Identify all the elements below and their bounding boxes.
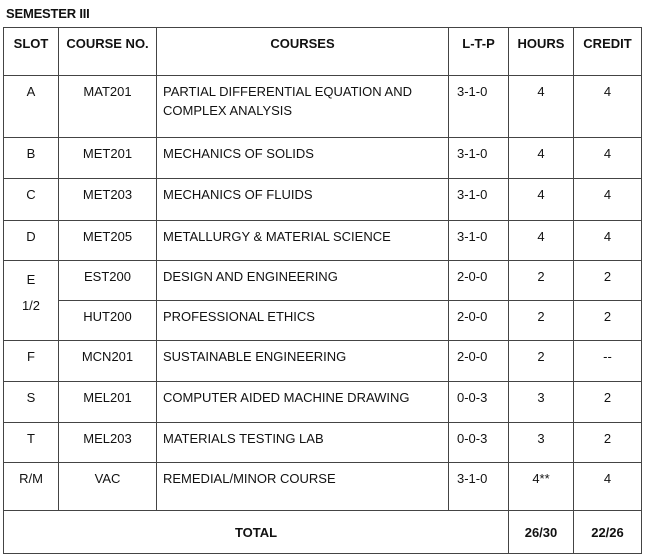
credit-cell: 4: [574, 221, 642, 261]
course-code-cell: MET201: [59, 138, 157, 179]
course-name-cell: COMPUTER AIDED MACHINE DRAWING: [157, 382, 449, 423]
table-row: [4, 138, 642, 179]
hours-cell: 4: [509, 138, 574, 179]
hours-cell: 4: [509, 179, 574, 221]
table-row: [4, 76, 642, 138]
header-hours: HOURS: [509, 28, 574, 76]
credit-cell: 4: [574, 76, 642, 138]
table-row: [4, 179, 642, 221]
course-code-cell: MET205: [59, 221, 157, 261]
header-course-no: COURSE NO.: [59, 28, 157, 76]
credit-cell: --: [574, 341, 642, 382]
course-name-cell: PARTIAL DIFFERENTIAL EQUATION AND COMPLEX ANALYSIS: [157, 76, 449, 138]
credit-cell: 2: [574, 301, 642, 341]
course-code-cell: MEL201: [59, 382, 157, 423]
course-name-cell: METALLURGY & MATERIAL SCIENCE: [157, 221, 449, 261]
ltp-cell: 3-1-0: [449, 463, 509, 511]
course-code-cell: MET203: [59, 179, 157, 221]
credit-cell: 2: [574, 423, 642, 463]
course-name-cell: MECHANICS OF FLUIDS: [157, 179, 449, 221]
hours-cell: 4: [509, 76, 574, 138]
credit-cell: 4: [574, 463, 642, 511]
hours-cell: 2: [509, 261, 574, 301]
total-hours: 26/30: [509, 511, 574, 554]
course-name-cell: MECHANICS OF SOLIDS: [157, 138, 449, 179]
ltp-cell: 3-1-0: [449, 179, 509, 221]
ltp-cell: 3-1-0: [449, 76, 509, 138]
header-courses: COURSES: [157, 28, 449, 76]
slot-cell: S: [4, 382, 59, 423]
course-name-cell: PROFESSIONAL ETHICS: [157, 301, 449, 341]
slot-cell: T: [4, 423, 59, 463]
ltp-cell: 2-0-0: [449, 301, 509, 341]
header-credit: CREDIT: [574, 28, 642, 76]
table-row: [4, 261, 642, 301]
hours-cell: 2: [509, 301, 574, 341]
slot-cell: B: [4, 138, 59, 179]
course-code-cell: VAC: [59, 463, 157, 511]
credit-cell: 2: [574, 261, 642, 301]
course-name-cell: DESIGN AND ENGINEERING: [157, 261, 449, 301]
course-table: [3, 27, 642, 554]
slot-cell: A: [4, 76, 59, 138]
table-row: [4, 341, 642, 382]
hours-cell: 2: [509, 341, 574, 382]
slot-cell: R/M: [4, 463, 59, 511]
ltp-cell: 3-1-0: [449, 221, 509, 261]
course-code-cell: MAT201: [59, 76, 157, 138]
course-code-cell: MEL203: [59, 423, 157, 463]
header-ltp: L-T-P: [449, 28, 509, 76]
ltp-cell: 0-0-3: [449, 423, 509, 463]
credit-cell: 2: [574, 382, 642, 423]
course-code-cell: HUT200: [59, 301, 157, 341]
header-row: [4, 28, 642, 76]
table-row: [4, 301, 642, 341]
course-code-cell: MCN201: [59, 341, 157, 382]
table-row: [4, 463, 642, 511]
course-name-cell: REMEDIAL/MINOR COURSE: [157, 463, 449, 511]
slot-cell: C: [4, 179, 59, 221]
total-credit: 22/26: [574, 511, 642, 554]
course-name-cell: MATERIALS TESTING LAB: [157, 423, 449, 463]
credit-cell: 4: [574, 138, 642, 179]
table-row: [4, 221, 642, 261]
hours-cell: 3: [509, 382, 574, 423]
hours-cell: 3: [509, 423, 574, 463]
total-row: [4, 511, 642, 554]
hours-cell: 4**: [509, 463, 574, 511]
ltp-cell: 3-1-0: [449, 138, 509, 179]
header-slot: SLOT: [4, 28, 59, 76]
slot-cell: F: [4, 341, 59, 382]
table-row: [4, 423, 642, 463]
course-code-cell: EST200: [59, 261, 157, 301]
semester-title: SEMESTER III: [6, 6, 90, 21]
hours-cell: 4: [509, 221, 574, 261]
slot-cell: D: [4, 221, 59, 261]
ltp-cell: 2-0-0: [449, 341, 509, 382]
credit-cell: 4: [574, 179, 642, 221]
slot-cell: E 1/2: [4, 261, 59, 341]
total-label: TOTAL: [4, 511, 509, 554]
table-row: [4, 382, 642, 423]
ltp-cell: 2-0-0: [449, 261, 509, 301]
course-name-cell: SUSTAINABLE ENGINEERING: [157, 341, 449, 382]
ltp-cell: 0-0-3: [449, 382, 509, 423]
